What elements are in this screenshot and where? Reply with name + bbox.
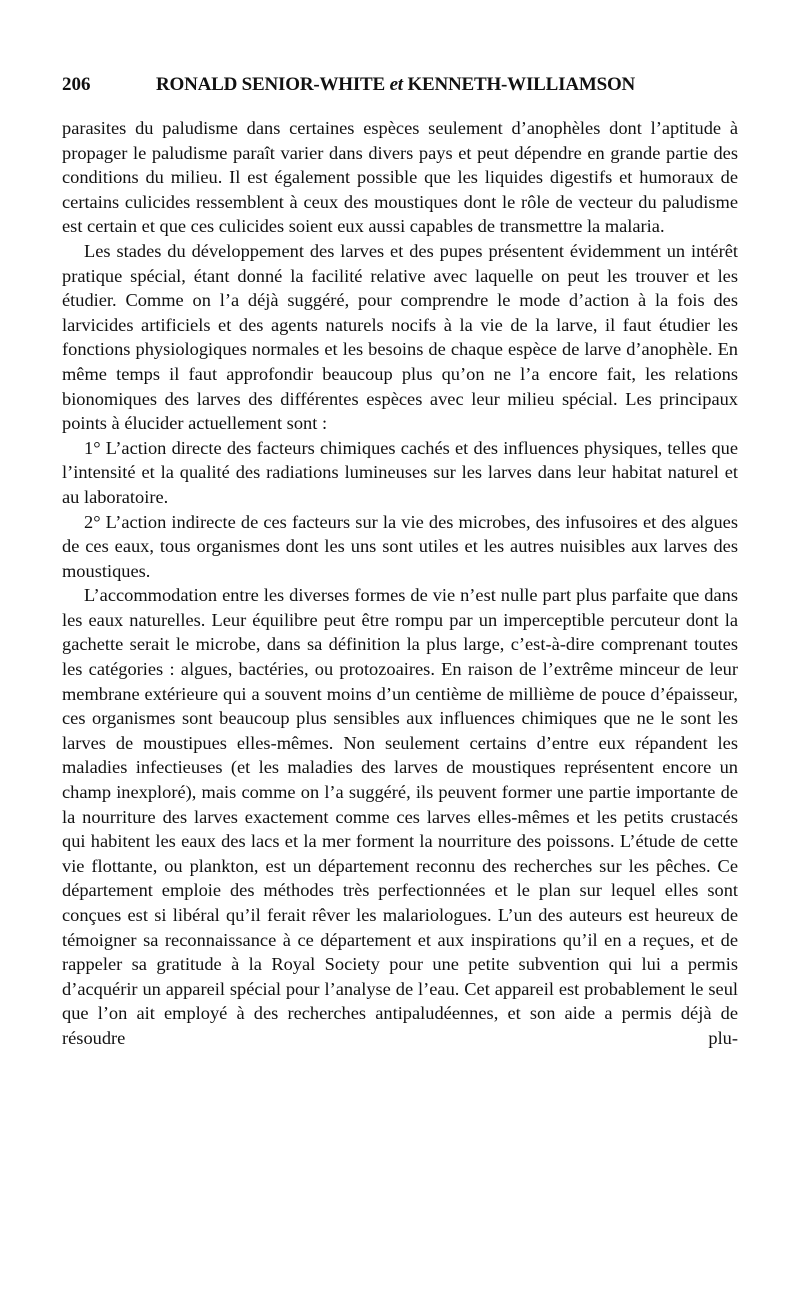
document-page	[62, 74, 738, 1051]
running-title	[156, 74, 635, 96]
running-header	[62, 74, 738, 96]
paragraph-point-2: 2° L’action indirecte de ces facteurs sur la vie des microbes, des infusoires et des algues de ces eaux, tous organismes dont les uns sont utiles et les autres nuisibles aux larves des moustiques.	[62, 511, 738, 581]
author-1: RONALD SENIOR-WHITE	[156, 74, 385, 95]
paragraph-larval-stages: Les stades du développement des larves et des pupes présentent évidemment un intérêt pratique spécial, étant donné la facilité relative avec laquelle on peut les trouver et les étudier. Comme on l’a déjà suggéré, pour comprendre le mode d’action à la fois des larvicides artificiels et des agents naturels nocifs à la vie de la larve, il faut étudier les fonctions physiologiques normales et les besoins de chaque espèce de larve d’anophèle. En même temps il faut approfondir beaucoup plus qu’on ne l’a encore fait, les relations bionomiques des larves des différentes espèces avec leur milieu spécial. Les principaux points à élucider actuellement sont :	[62, 240, 738, 434]
conjunction: et	[389, 74, 403, 95]
paragraph-accommodation: L’accommodation entre les diverses formes de vie n’est nulle part plus parfaite que dans les eaux naturelles. Leur équilibre peut être rompu par un imperceptible percuteur dont la gachette serait le microbe, dans sa définition la plus large, c’est-à-dire comprenant toutes les catégories : algues, bactéries, ou protozoaires. En raison de l’extrême minceur de leur membrane extérieure qui a souvent moins d’un centième de millième de pouce d’épaisseur, ces organismes sont beaucoup plus sensibles aux influences chimiques que ne le sont les larves de moustipues elles-mêmes. Non seulement certains d’entre eux répandent les maladies infectieuses (et les maladies des larves de moustiques représentent encore un champ inexploré), mais comme on l’a suggéré, ils peuvent former une partie importante de la nourriture des larves exactement comme ces larves elles-mêmes et les petits crustacés qui habitent les eaux des lacs et la mer forment la nourriture des poissons. L’étude de cette vie flottante, ou plankton, est un département reconnu des recherches sur les pêches. Ce département emploie des méthodes très perfectionnées et le plan sur lequel elles sont conçues est si libéral qu’il ferait rêver les malariologues. L’un des auteurs est heureux de témoigner sa reconnaissance à ce département et aux inspirations qu’il en a reçues, et de rappeler sa gratitude à la Royal Society pour une petite subvention qui lui a permis d’acquérir un appareil spécial pour l’analyse de l’eau. Cet appareil est probablement le seul que l’on ait employé à des recherches antipaludéennes, et son aide a permis déjà de résoudre plu-	[62, 585, 738, 1048]
body-text	[62, 116, 738, 1051]
paragraph-point-1: 1° L’action directe des facteurs chimiques cachés et des influences physiques, telles que l’intensité et la qualité des radiations lumineuses sur les larves dans leur habitat naturel et au laboratoire.	[62, 437, 738, 507]
page-number: 206	[62, 74, 91, 95]
paragraph-continuation: parasites du paludisme dans certaines espèces seulement d’anophèles dont l’aptitude à propager le paludisme paraît varier dans divers pays et peut dépendre en grande partie des conditions du milieu. Il est également possible que les liquides digestifs et humoraux de certains culicides ressemblent à ceux des moustiques dont le rôle de vecteur du paludisme est certain et que ces culicides soient eux aussi capables de transmettre la malaria.	[62, 118, 738, 237]
author-2: KENNETH-WILLIAMSON	[407, 74, 636, 95]
